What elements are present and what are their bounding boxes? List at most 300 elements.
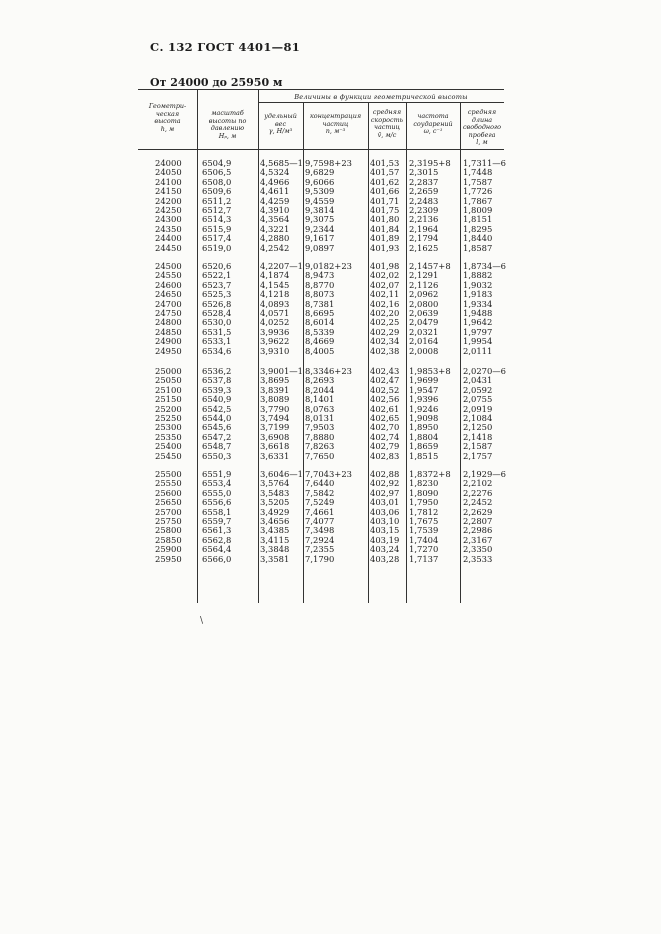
table-cell: 24900	[155, 336, 182, 347]
range-title: От 24000 до 25950 м	[150, 76, 283, 89]
table-cell: 1,9032	[463, 279, 493, 290]
table-cell: 2,0270—6	[463, 366, 507, 376]
table-cell: 7,9503	[305, 422, 335, 433]
table-cell: 1,7311—6	[463, 158, 507, 168]
group-header: Величины в функции геометрической высоты	[294, 93, 468, 101]
table-cell: 402,11	[370, 289, 400, 300]
table-cell: 6553,4	[202, 478, 232, 489]
table-cell: 6509,6	[202, 186, 232, 197]
table-cell: 1,8372+8	[409, 469, 451, 479]
table-cell: 6514,3	[202, 214, 232, 225]
table-cell: 402,88	[370, 469, 400, 479]
table-cell: 2,0919	[463, 403, 493, 414]
table-cell: 2,0962	[409, 289, 439, 300]
table-cell: 6519,0	[202, 242, 232, 253]
table-cell: 402,70	[370, 422, 400, 433]
table-cell: 1,9547	[409, 384, 439, 395]
table-cell: 6531,5	[202, 326, 232, 337]
table-cell: 9,5309	[305, 186, 335, 197]
table-cell: 2,2102	[463, 478, 493, 489]
table-cell: 24750	[155, 308, 182, 318]
table-cell: 24850	[155, 326, 182, 337]
table-cell: 2,0800	[409, 298, 439, 309]
table-cell: 4,3910	[260, 205, 290, 215]
table-cell: 6561,3	[202, 525, 232, 536]
table-cell: 6511,2	[202, 195, 232, 206]
table-cell: 2,2837	[409, 176, 439, 187]
table-cell: 1,9246	[409, 403, 439, 414]
table-cell: 24100	[155, 176, 182, 187]
table-cell: 3,3581	[260, 553, 290, 564]
table-cell: 402,79	[370, 441, 400, 452]
table-cell: 2,0479	[409, 317, 439, 328]
table-cell: 1,7448	[463, 167, 493, 178]
table-cell: 24800	[155, 317, 182, 328]
table-cell: 2,1457+8	[409, 261, 451, 271]
table-cell: 6556,6	[202, 497, 232, 508]
table-cell: 25300	[155, 422, 182, 433]
table-cell: 6545,6	[202, 422, 232, 433]
table-cell: 8,1401	[305, 394, 335, 405]
table-cell: 24050	[155, 167, 182, 178]
table-cell: 3,6618	[260, 441, 290, 452]
table-cell: 25000	[155, 366, 182, 376]
table-cell: 6520,6	[202, 261, 232, 271]
table-cell: 9,7598+23	[305, 158, 352, 168]
table-cell: 25550	[155, 478, 182, 489]
table-cell: 6508,0	[202, 176, 232, 187]
table-cell: 1,7812	[409, 506, 439, 517]
table-cell: 7,3498	[305, 525, 335, 536]
table-cell: 402,02	[370, 270, 400, 281]
table-cell: 25850	[155, 534, 182, 545]
table-cell: 1,8230	[409, 478, 439, 489]
table-cell: 402,97	[370, 487, 400, 498]
table-cell: 401,53	[370, 158, 400, 168]
table-cell: 401,62	[370, 176, 400, 187]
table-cell: 24200	[155, 195, 182, 206]
table-cell: 403,01	[370, 497, 400, 508]
table-cell: 25100	[155, 384, 182, 395]
table-cell: 2,0111	[463, 345, 493, 356]
table-cell: 2,0755	[463, 394, 493, 405]
table-cell: 402,20	[370, 308, 400, 318]
table-cell: 6550,3	[202, 450, 232, 461]
table-cell: 403,10	[370, 516, 400, 526]
table-cell: 3,6046—1	[260, 469, 304, 479]
table-cell: 6558,1	[202, 506, 232, 517]
table-cell: 402,65	[370, 413, 400, 423]
table-cell: 8,6014	[305, 317, 335, 328]
table-cell: 401,93	[370, 242, 400, 253]
table-cell: 25900	[155, 544, 182, 555]
table-cell: 403,19	[370, 534, 400, 545]
table-cell: 8,2044	[305, 384, 335, 395]
table-cell: 3,5483	[260, 487, 290, 498]
page-header: С. 132 ГОСТ 4401—81	[150, 40, 301, 54]
table-cell: 4,4966	[260, 176, 290, 187]
table-cell: 4,4611	[260, 186, 290, 197]
table-cell: 2,0008	[409, 345, 439, 356]
table-cell: 1,9797	[463, 326, 493, 337]
table-cell: 6530,0	[202, 317, 232, 328]
table-cell: 4,1218	[260, 289, 290, 300]
table-cell: 6540,9	[202, 394, 232, 405]
table-cell: 3,6331	[260, 450, 290, 461]
table-cell: 9,0897	[305, 242, 335, 253]
table-cell: 2,3533	[463, 553, 493, 564]
table-cell: 4,2207—1	[260, 261, 304, 271]
table-cell: 6566,0	[202, 553, 232, 564]
table-cell: 3,8695	[260, 375, 290, 386]
table-cell: 1,9334	[463, 298, 493, 309]
table-cell: 6551,9	[202, 469, 232, 479]
table-cell: 3,5764	[260, 478, 290, 489]
table-cell: 25750	[155, 516, 182, 526]
column-header-particle-concentration: концентрация частиц n, м⁻³	[309, 112, 362, 136]
column-header-collision-frequency: частота соударений ω, с⁻¹	[413, 112, 453, 136]
table-cell: 1,7270	[409, 544, 439, 555]
table-cell: 6544,0	[202, 413, 232, 423]
table-cell: 24650	[155, 289, 182, 300]
table-cell: 8,2693	[305, 375, 335, 386]
table-cell: 1,9853+8	[409, 366, 451, 376]
table-cell: 4,2542	[260, 242, 290, 253]
table-cell: 1,9488	[463, 308, 493, 318]
table-cell: 7,8880	[305, 431, 335, 442]
column-header-specific-weight: удельный вес γ, Н/м³	[264, 112, 297, 136]
table-cell: 25600	[155, 487, 182, 498]
table-cell: 402,07	[370, 279, 400, 290]
table-cell: 8,5339	[305, 326, 335, 337]
table-cell: 402,38	[370, 345, 400, 356]
table-cell: 1,8734—6	[463, 261, 507, 271]
table-cell: 1,8090	[409, 487, 439, 498]
table-cell: 4,0893	[260, 298, 290, 309]
table-cell: 25700	[155, 506, 182, 517]
table-cell: 401,80	[370, 214, 400, 225]
table-cell: 24250	[155, 205, 182, 215]
table-cell: 2,2659	[409, 186, 439, 197]
column-divider	[406, 102, 407, 603]
table-cell: 9,4559	[305, 195, 335, 206]
table-cell: 1,9699	[409, 375, 439, 386]
table-cell: 1,9954	[463, 336, 493, 347]
table-cell: 24400	[155, 233, 182, 244]
table-cell: 402,56	[370, 394, 400, 405]
table-cell: 4,3564	[260, 214, 290, 225]
table-cell: 402,47	[370, 375, 400, 386]
table-cell: 402,52	[370, 384, 400, 395]
table-cell: 2,1757	[463, 450, 493, 461]
table-cell: 4,1545	[260, 279, 290, 290]
table-cell: 4,4259	[260, 195, 290, 206]
table-cell: 401,66	[370, 186, 400, 197]
scan-mark: \	[200, 616, 204, 626]
table-cell: 403,15	[370, 525, 400, 536]
table-cell: 2,2136	[409, 214, 439, 225]
table-cell: 8,0131	[305, 413, 335, 423]
column-divider	[303, 102, 304, 603]
table-cell: 25800	[155, 525, 182, 536]
table-cell: 6512,7	[202, 205, 232, 215]
column-divider	[258, 89, 259, 603]
table-cell: 2,0592	[463, 384, 493, 395]
table-cell: 401,89	[370, 233, 400, 244]
table-cell: 24600	[155, 279, 182, 290]
table-cell: 1,7137	[409, 553, 439, 564]
table-cell: 2,3195+8	[409, 158, 451, 168]
table-cell: 3,5205	[260, 497, 290, 508]
table-cell: 2,0639	[409, 308, 439, 318]
table-cell: 25250	[155, 413, 182, 423]
table-cell: 1,7675	[409, 516, 439, 526]
table-cell: 25500	[155, 469, 182, 479]
table-cell: 6537,8	[202, 375, 232, 386]
table-cell: 1,7404	[409, 534, 439, 545]
table-cell: 7,4661	[305, 506, 335, 517]
table-cell: 3,9001—1	[260, 366, 304, 376]
table-cell: 6523,7	[202, 279, 232, 290]
table-cell: 2,2807	[463, 516, 493, 526]
table-cell: 2,2629	[463, 506, 493, 517]
table-cell: 7,5249	[305, 497, 335, 508]
table-cell: 3,9936	[260, 326, 290, 337]
table-cell: 7,5842	[305, 487, 335, 498]
table-cell: 8,8073	[305, 289, 335, 300]
table-cell: 1,7587	[463, 176, 493, 187]
table-cell: 25950	[155, 553, 182, 564]
table-cell: 402,34	[370, 336, 400, 347]
table-cell: 2,3015	[409, 167, 439, 178]
table-cell: 2,1250	[463, 422, 493, 433]
table-cell: 3,3848	[260, 544, 290, 555]
header-bottom-rule	[138, 149, 504, 150]
table-cell: 8,7381	[305, 298, 335, 309]
table-cell: 8,6695	[305, 308, 335, 318]
table-cell: 9,2344	[305, 223, 335, 234]
table-cell: 25650	[155, 497, 182, 508]
table-cell: 1,8804	[409, 431, 439, 442]
table-cell: 25050	[155, 375, 182, 386]
table-cell: 7,2355	[305, 544, 335, 555]
table-cell: 3,4115	[260, 534, 290, 545]
table-cell: 2,0321	[409, 326, 439, 337]
table-cell: 9,6829	[305, 167, 335, 178]
table-cell: 1,8587	[463, 242, 493, 253]
table-cell: 1,8440	[463, 233, 493, 244]
table-cell: 402,74	[370, 431, 400, 442]
table-cell: 9,3814	[305, 205, 335, 215]
table-cell: 6528,4	[202, 308, 232, 318]
table-cell: 4,5685—1	[260, 158, 304, 168]
table-cell: 6536,2	[202, 366, 232, 376]
table-cell: 3,4385	[260, 525, 290, 536]
table-cell: 3,7790	[260, 403, 290, 414]
table-cell: 2,1587	[463, 441, 493, 452]
table-cell: 24150	[155, 186, 182, 197]
table-cell: 7,7043+23	[305, 469, 352, 479]
table-cell: 1,8659	[409, 441, 439, 452]
table-top-rule	[138, 89, 504, 90]
table-cell: 24550	[155, 270, 182, 281]
table-cell: 1,8882	[463, 270, 493, 281]
table-cell: 1,7726	[463, 186, 493, 197]
table-cell: 401,98	[370, 261, 400, 271]
table-cell: 401,71	[370, 195, 400, 206]
table-cell: 4,5324	[260, 167, 290, 178]
table-cell: 403,24	[370, 544, 400, 555]
table-cell: 3,9622	[260, 336, 290, 347]
table-cell: 3,7494	[260, 413, 290, 423]
column-divider	[368, 102, 369, 603]
table-cell: 403,06	[370, 506, 400, 517]
table-cell: 2,2452	[463, 497, 493, 508]
table-cell: 24500	[155, 261, 182, 271]
table-cell: 1,8515	[409, 450, 439, 461]
table-cell: 2,1625	[409, 242, 439, 253]
table-cell: 6542,5	[202, 403, 232, 414]
table-cell: 4,2880	[260, 233, 290, 244]
table-cell: 2,3167	[463, 534, 493, 545]
table-cell: 24350	[155, 223, 182, 234]
table-cell: 6555,0	[202, 487, 232, 498]
table-cell: 24450	[155, 242, 182, 253]
table-cell: 2,1291	[409, 270, 439, 281]
table-cell: 7,6440	[305, 478, 335, 489]
column-header-mean-velocity: средняя скорость частиц v̄, м/с	[370, 108, 404, 139]
table-cell: 6534,6	[202, 345, 232, 356]
table-cell: 8,9473	[305, 270, 335, 281]
column-divider	[197, 89, 198, 603]
table-cell: 402,29	[370, 326, 400, 337]
table-cell: 1,8295	[463, 223, 493, 234]
table-cell: 402,25	[370, 317, 400, 328]
table-cell: 3,7199	[260, 422, 290, 433]
table-cell: 1,8151	[463, 214, 493, 225]
table-cell: 2,3350	[463, 544, 493, 555]
table-cell: 1,9098	[409, 413, 439, 423]
table-cell: 7,8263	[305, 441, 335, 452]
table-cell: 24700	[155, 298, 182, 309]
table-cell: 6504,9	[202, 158, 232, 168]
data-table	[138, 89, 507, 603]
table-cell: 6525,3	[202, 289, 232, 300]
table-cell: 1,8950	[409, 422, 439, 433]
table-cell: 2,1929—6	[463, 469, 507, 479]
table-cell: 1,7867	[463, 195, 493, 206]
table-cell: 1,7950	[409, 497, 439, 508]
column-header-height: Геометри- ческая высота h, м	[148, 102, 187, 133]
table-cell: 8,4669	[305, 336, 335, 347]
table-cell: 402,83	[370, 450, 400, 461]
table-cell: 2,1418	[463, 431, 493, 442]
table-cell: 6517,4	[202, 233, 232, 244]
table-cell: 24300	[155, 214, 182, 225]
table-cell: 8,3346+23	[305, 366, 352, 376]
table-cell: 6562,8	[202, 534, 232, 545]
table-cell: 402,92	[370, 478, 400, 489]
column-header-pressure-scale: масштаб высоты по давлению Hₚ, м	[208, 109, 247, 140]
table-cell: 24000	[155, 158, 182, 168]
table-cell: 8,4005	[305, 345, 335, 356]
table-cell: 6547,2	[202, 431, 232, 442]
table-cell: 7,1790	[305, 553, 335, 564]
group-header-rule	[258, 102, 504, 103]
table-cell: 6526,8	[202, 298, 232, 309]
table-cell: 9,6066	[305, 176, 335, 187]
column-header-mean-free-path: средняя длина свободного пробега l, м	[462, 108, 502, 147]
table-cell: 402,43	[370, 366, 400, 376]
table-cell: 2,2986	[463, 525, 493, 536]
table-cell: 24950	[155, 345, 182, 356]
table-cell: 6564,4	[202, 544, 232, 555]
table-cell: 6506,5	[202, 167, 232, 178]
table-cell: 25150	[155, 394, 182, 405]
table-cell: 401,57	[370, 167, 400, 178]
table-cell: 6522,1	[202, 270, 232, 281]
table-cell: 9,0182+23	[305, 261, 352, 271]
table-cell: 7,7650	[305, 450, 335, 461]
table-cell: 7,2924	[305, 534, 335, 545]
table-cell: 7,4077	[305, 516, 335, 526]
column-divider	[460, 102, 461, 603]
table-cell: 401,75	[370, 205, 400, 215]
table-cell: 25400	[155, 441, 182, 452]
table-cell: 1,7539	[409, 525, 439, 536]
table-cell: 4,1874	[260, 270, 290, 281]
table-cell: 1,9183	[463, 289, 493, 300]
table-cell: 4,0571	[260, 308, 290, 318]
table-cell: 4,0252	[260, 317, 290, 328]
table-cell: 3,8391	[260, 384, 290, 395]
table-cell: 9,3075	[305, 214, 335, 225]
table-cell: 401,84	[370, 223, 400, 234]
table-cell: 402,16	[370, 298, 400, 309]
table-cell: 402,61	[370, 403, 400, 414]
table-cell: 6548,7	[202, 441, 232, 452]
table-cell: 3,9310	[260, 345, 290, 356]
table-cell: 8,0763	[305, 403, 335, 414]
table-cell: 4,3221	[260, 223, 290, 234]
table-cell: 2,0431	[463, 375, 493, 386]
table-cell: 2,1794	[409, 233, 439, 244]
table-cell: 6539,3	[202, 384, 232, 395]
table-cell: 1,9642	[463, 317, 493, 328]
table-cell: 2,1084	[463, 413, 493, 423]
table-cell: 2,2483	[409, 195, 439, 206]
table-cell: 3,4656	[260, 516, 290, 526]
table-cell: 2,2276	[463, 487, 493, 498]
table-cell: 2,0164	[409, 336, 439, 347]
table-cell: 8,8770	[305, 279, 335, 290]
table-cell: 25200	[155, 403, 182, 414]
table-cell: 2,1964	[409, 223, 439, 234]
table-cell: 25450	[155, 450, 182, 461]
table-cell: 1,8009	[463, 205, 493, 215]
table-cell: 1,9396	[409, 394, 439, 405]
table-cell: 6533,1	[202, 336, 232, 347]
table-cell: 9,1617	[305, 233, 335, 244]
table-cell: 403,28	[370, 553, 400, 564]
table-cell: 2,1126	[409, 279, 439, 290]
table-cell: 3,8089	[260, 394, 290, 405]
table-cell: 2,2309	[409, 205, 439, 215]
table-cell: 3,6908	[260, 431, 290, 442]
table-cell: 25350	[155, 431, 182, 442]
table-cell: 3,4929	[260, 506, 290, 517]
table-cell: 6559,7	[202, 516, 232, 526]
